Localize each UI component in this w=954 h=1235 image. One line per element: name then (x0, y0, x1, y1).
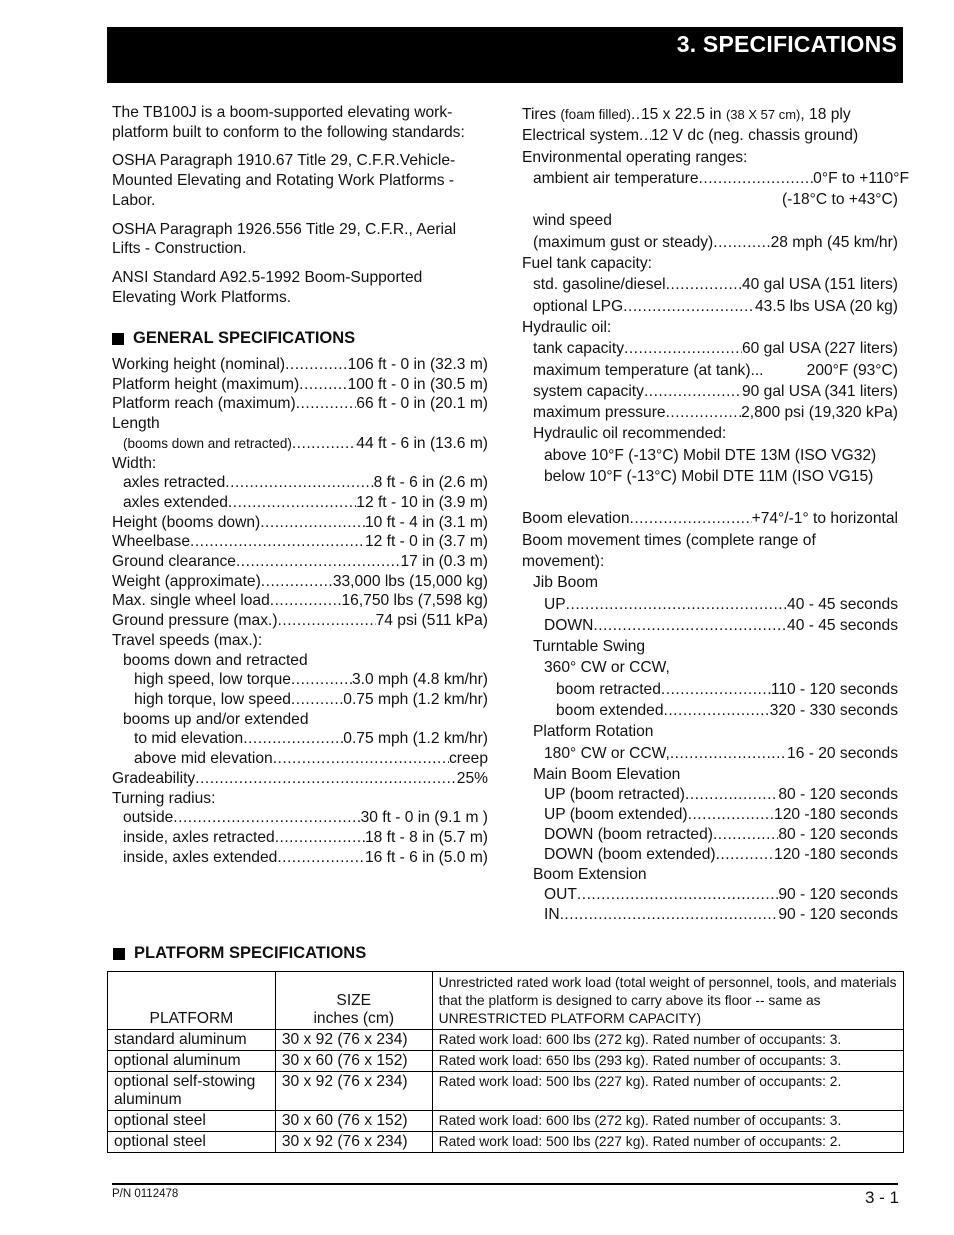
left-column (112, 103, 488, 867)
spec-main-boom-label: Main Boom Elevation (533, 765, 681, 783)
spec-turntable-label: Turntable Swing (533, 638, 646, 656)
intro-paragraph: OSHA Paragraph 1910.67 Title 29, C.F.R.Vehicle-Mounted Elevating and Rotating Work Platforms - Labor. (112, 152, 456, 209)
cell-platform: optional aluminum (108, 1051, 276, 1072)
spec-ext-in: IN ..... 90 - 120 seconds (522, 905, 898, 925)
table-row (108, 1132, 904, 1153)
platform-specs-heading (113, 944, 366, 963)
spec-jib-down: DOWN ..... 40 - 45 seconds (522, 615, 898, 636)
platform-specs-table (107, 971, 904, 1153)
part-number: P/N 0112478 (112, 1188, 179, 1200)
platform-specs-heading-text: PLATFORM SPECIFICATIONS (134, 944, 367, 962)
spec-platform-rotation-label: Platform Rotation (533, 723, 654, 741)
cell-size: 30 x 92 (76 x 234) (275, 1072, 432, 1111)
section-header-bar (107, 27, 903, 83)
col-header-platform: PLATFORM (108, 972, 276, 1030)
square-bullet-icon (113, 948, 125, 960)
spec-ext-out: OUT ..... 90 - 120 seconds (522, 885, 898, 905)
table-row (108, 1072, 904, 1111)
spec-max-temp: maximum temperature (at tank)... 200°F (93°C) (533, 361, 898, 379)
intro-paragraph: ANSI Standard A92.5-1992 Boom-Supported Elevating Work Platforms. (112, 268, 423, 306)
spec-working-height: Working height (nominal) ..... 106 ft - 0 in (32.3 m) (112, 355, 488, 375)
col-header-size: SIZE inches (cm) (275, 972, 432, 1030)
intro-paragraph: The TB100J is a boom-supported elevating work-platform built to conform to the following standards: (112, 104, 465, 141)
spec-boom-elevation: Boom elevation ..... +74°/-1° to horizontal (522, 508, 898, 529)
cell-load: Rated work load: 600 lbs (272 kg). Rated number of occupants: 3. (432, 1111, 903, 1132)
general-specs-heading-text: GENERAL SPECIFICATIONS (133, 329, 356, 348)
spec-booms-up-label: booms up and/or extended (123, 710, 309, 728)
cell-platform: optional steel (108, 1111, 276, 1132)
spec-fuel-label: Fuel tank capacity: (522, 255, 653, 273)
spec-boom-movement-cont: movement): (522, 552, 605, 570)
spec-inside-retracted: inside, axles retracted ..... 18 ft - 8 in (5.7 m) (112, 828, 488, 848)
spec-swing-360: 360° CW or CCW, (544, 659, 670, 677)
spec-high-torque: high torque, low speed ..... 0.75 mph (1.2 km/hr) (112, 690, 488, 710)
cell-load: Rated work load: 500 lbs (227 kg). Rated number of occupants: 2. (432, 1132, 903, 1153)
spec-boom-movement: Boom movement times (complete range of (522, 531, 816, 549)
cell-platform: optional steel (108, 1132, 276, 1153)
spec-booms-down-label: booms down and retracted (123, 651, 308, 669)
cell-load: Rated work load: 600 lbs (272 kg). Rated number of occupants: 3. (432, 1030, 903, 1051)
spec-travel-label: Travel speeds (max.): (112, 631, 263, 649)
cell-platform: standard aluminum (108, 1030, 276, 1051)
cell-size: 30 x 60 (76 x 152) (275, 1111, 432, 1132)
spec-rotation-180: 180° CW or CCW, ..... 16 - 20 seconds (522, 743, 898, 764)
square-bullet-icon (112, 333, 124, 345)
right-column (522, 104, 910, 925)
spec-ambient: ambient air temperature ..... 0°F to +110°F (522, 168, 909, 189)
spec-tank-capacity: tank capacity ..... 60 gal USA (227 liters) (522, 338, 898, 359)
spec-wind-label: wind speed (533, 212, 612, 230)
spec-mb-down-extended: DOWN (boom extended) ..... 120 -180 seconds (522, 845, 898, 865)
cell-load: Rated work load: 500 lbs (227 kg). Rated number of occupants: 2. (432, 1072, 903, 1111)
spec-mb-up-extended: UP (boom extended) ..... 120 -180 seconds (522, 805, 898, 825)
spec-gradeability: Gradeability ..... 25% (112, 769, 488, 789)
cell-size: 30 x 92 (76 x 234) (275, 1030, 432, 1051)
cell-load: Rated work load: 650 lbs (293 kg). Rated number of occupants: 3. (432, 1051, 903, 1072)
table-row (108, 1111, 904, 1132)
cell-size: 30 x 92 (76 x 234) (275, 1132, 432, 1153)
spec-max-wheel-load: Max. single wheel load ..... 16,750 lbs (7,598 kg) (112, 591, 488, 611)
spec-jib-up: UP ..... 40 - 45 seconds (522, 594, 898, 615)
spec-axles-extended: axles extended ..... 12 ft - 10 in (3.9 m) (112, 493, 488, 513)
table-row (108, 1030, 904, 1051)
spec-inside-extended: inside, axles extended ..... 16 ft - 6 in (5.0 m) (112, 848, 488, 868)
spec-hyd-label: Hydraulic oil: (522, 318, 612, 336)
spec-platform-reach: Platform reach (maximum) ..... 66 ft - 0 in (20.1 m) (112, 394, 488, 414)
spec-boom-extension-label: Boom Extension (533, 866, 647, 884)
spec-length: (booms down and retracted) ..... 44 ft - 6 in (13.6 m) (112, 434, 488, 454)
spec-jib-boom-label: Jib Boom (533, 574, 599, 592)
spec-outside: outside ..... 30 ft - 0 in (9.1 m ) (112, 808, 488, 828)
col-header-load: Unrestricted rated work load (total weight of personnel, tools, and materials that the platform is designed to carry above its floor -- same as UNRESTRICTED PLATFORM CAPACITY) (432, 972, 903, 1030)
spec-oil-below: below 10°F (-13°C) Mobil DTE 11M (ISO VG15) (544, 468, 874, 486)
spec-electrical: Electrical system ..... 12 V dc (neg. chassis ground) (522, 125, 910, 146)
spec-oil-recommended: Hydraulic oil recommended: (533, 425, 727, 443)
spec-high-speed: high speed, low torque ..... 3.0 mph (4.8 km/hr) (112, 670, 488, 690)
spec-lpg: optional LPG ..... 43.5 lbs USA (20 kg) (522, 296, 898, 317)
intro-paragraph: OSHA Paragraph 1926.556 Title 29, C.F.R., Aerial Lifts - Construction. (112, 220, 457, 258)
spec-mb-down-retracted: DOWN (boom retracted) ..... 80 - 120 seconds (522, 825, 898, 845)
spec-system-capacity: system capacity ..... 90 gal USA (341 liters) (522, 381, 898, 402)
spec-axles-retracted: axles retracted ..... 8 ft - 6 in (2.6 m) (112, 473, 488, 493)
spec-max-pressure: maximum pressure ..... 2,800 psi (19,320 kPa) (522, 402, 898, 423)
spec-weight: Weight (approximate) ..... 33,000 lbs (15,000 kg) (112, 572, 488, 592)
cell-platform: optional self-stowing aluminum (108, 1072, 276, 1111)
spec-mb-up-retracted: UP (boom retracted) ..... 80 - 120 seconds (522, 785, 898, 805)
intro-text (112, 103, 488, 307)
spec-tires: Tires (foam filled) ..... 15 x 22.5 in (38 X 57 cm), 18 ply (522, 104, 910, 125)
spec-oil-above: above 10°F (-13°C) Mobil DTE 13M (ISO VG32) (544, 446, 877, 464)
spec-ambient-celsius: (-18°C to +43°C) (781, 191, 898, 209)
page-title: 3. SPECIFICATIONS (676, 31, 897, 57)
general-specs-heading (112, 329, 488, 349)
spec-ground-pressure: Ground pressure (max.) ..... 74 psi (511 kPa) (112, 611, 488, 631)
spec-height-booms-down: Height (booms down) ..... 10 ft - 4 in (3.1 m) (112, 513, 488, 533)
cell-size: 30 x 60 (76 x 152) (275, 1051, 432, 1072)
spec-gasoline: std. gasoline/diesel ..... 40 gal USA (151 liters) (522, 274, 898, 295)
spec-to-mid: to mid elevation ..... 0.75 mph (1.2 km/hr) (112, 729, 488, 749)
table-header-row (108, 972, 904, 1030)
footer-divider (112, 1183, 898, 1185)
table-row (108, 1051, 904, 1072)
page-number: 3 - 1 (864, 1188, 899, 1207)
spec-wheelbase: Wheelbase ..... 12 ft - 0 in (3.7 m) (112, 532, 488, 552)
spec-ground-clearance: Ground clearance ..... 17 in (0.3 m) (112, 552, 488, 572)
spec-above-mid: above mid elevation ..... creep (112, 749, 488, 769)
spec-boom-retracted: boom retracted ..... 110 - 120 seconds (522, 679, 898, 700)
spec-platform-height: Platform height (maximum) ..... 100 ft - 0 in (30.5 m) (112, 375, 488, 395)
spec-wind: (maximum gust or steady) ..... 28 mph (45 km/hr) (522, 232, 898, 253)
spec-turning-label: Turning radius: (112, 789, 216, 807)
spec-width-label: Width: (112, 454, 157, 472)
spec-boom-extended: boom extended ..... 320 - 330 seconds (522, 700, 898, 721)
spec-env-label: Environmental operating ranges: (522, 148, 748, 166)
spec-length-label: Length (112, 415, 160, 433)
